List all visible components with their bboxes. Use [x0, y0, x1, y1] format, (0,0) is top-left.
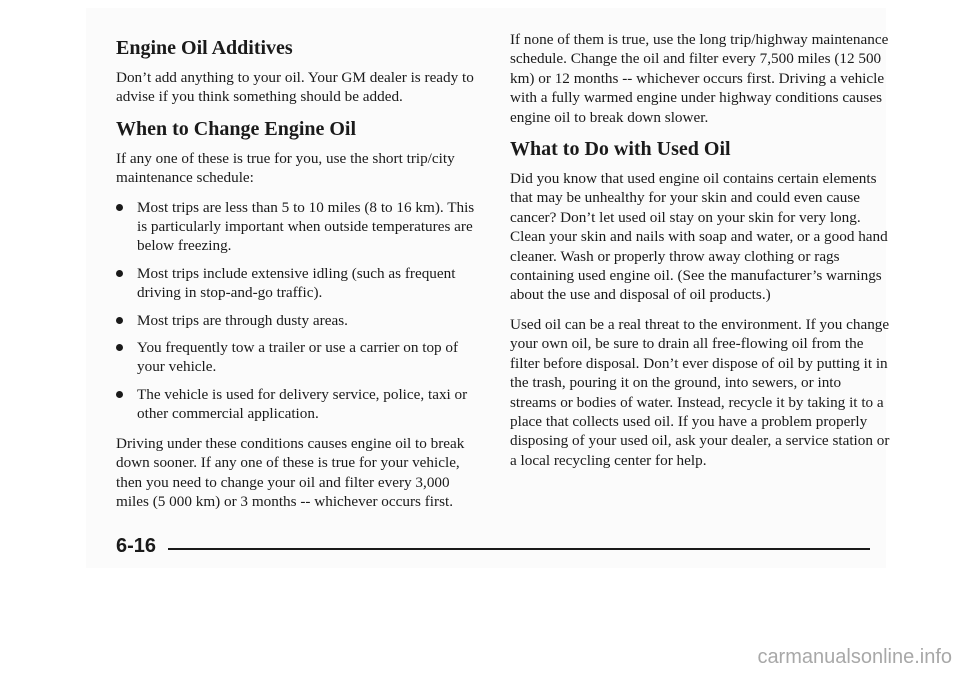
paragraph-used-oil-environment: Used oil can be a real threat to the environment. If you change your own oil, be sure to drain all free-flowing oil from the filter before disposal. Don’t ever dispose of oil by putting it in the trash, pouring it on the ground, into sewers, or into streams or bodies of water. Instead, recycle it by taking it to a place that collects used oil. If you have a problem properly disposing of your used oil, ask your dealer, a service station or a local recycling center for help. [510, 315, 890, 469]
list-item-text: Most trips are less than 5 to 10 miles (8 to 16 km). This is particularly important when outside temperatures are below freezing. [137, 198, 475, 255]
list-item [116, 338, 484, 377]
list-item [116, 198, 484, 256]
heading-when-to-change-oil: When to Change Engine Oil [116, 117, 357, 140]
bullet-icon [116, 204, 123, 211]
bullet-icon [116, 391, 123, 398]
paragraph-used-oil-health: Did you know that used engine oil contains certain elements that may be unhealthy for your skin and could even cause cancer? Don’t let used oil stay on your skin for very long. Clean your skin and nails with soap and water, or a good hand cleaner. Wash or properly throw away clothing or rags containing used engine oil. (See the manufacturer’s warnings about the use and disposal of oil products.) [510, 170, 888, 304]
footer-divider [168, 548, 870, 550]
page-number: 6-16 [116, 535, 157, 557]
paragraph-long-trip: If none of them is true, use the long trip/highway maintenance schedule. Change the oil and filter every 7,500 miles (12 500 km) or 12 months -- whichever occurs first. Driving a vehicle with a fully warmed engine under highway conditions causes engine oil to break down slower. [510, 31, 889, 126]
right-column [510, 30, 890, 480]
page-footer [116, 535, 876, 559]
paragraph-when-intro: If any one of these is true for you, use the short trip/city maintenance schedule: [116, 149, 455, 187]
left-column [116, 30, 484, 521]
list-item-text: Most trips include extensive idling (such as frequent driving in stop-and-go traffic). [137, 264, 456, 302]
paragraph-conditions: Driving under these conditions causes engine oil to break down sooner. If any one of these is true for your vehicle, then you need to change your oil and filter every 3,000 miles (5 000 km) or 3 months -- whichever occurs first. [116, 434, 465, 510]
list-item [116, 264, 484, 303]
bullet-icon [116, 317, 123, 324]
bullet-icon [116, 344, 123, 351]
conditions-list [116, 198, 484, 424]
list-item-text: You frequently tow a trailer or use a carrier on top of your vehicle. [137, 339, 459, 376]
paragraph-additives: Don’t add anything to your oil. Your GM dealer is ready to advise if you think something should be added. [116, 69, 474, 106]
heading-used-oil: What to Do with Used Oil [510, 138, 731, 161]
bullet-icon [116, 270, 123, 277]
list-item [116, 311, 484, 330]
list-item [116, 385, 484, 424]
list-item-text: Most trips are through dusty areas. [137, 311, 348, 329]
heading-engine-oil-additives: Engine Oil Additives [116, 37, 293, 59]
list-item-text: The vehicle is used for delivery service, police, taxi or other commercial application. [137, 385, 468, 423]
bottom-watermark: carmanualsonline.info [757, 646, 952, 668]
